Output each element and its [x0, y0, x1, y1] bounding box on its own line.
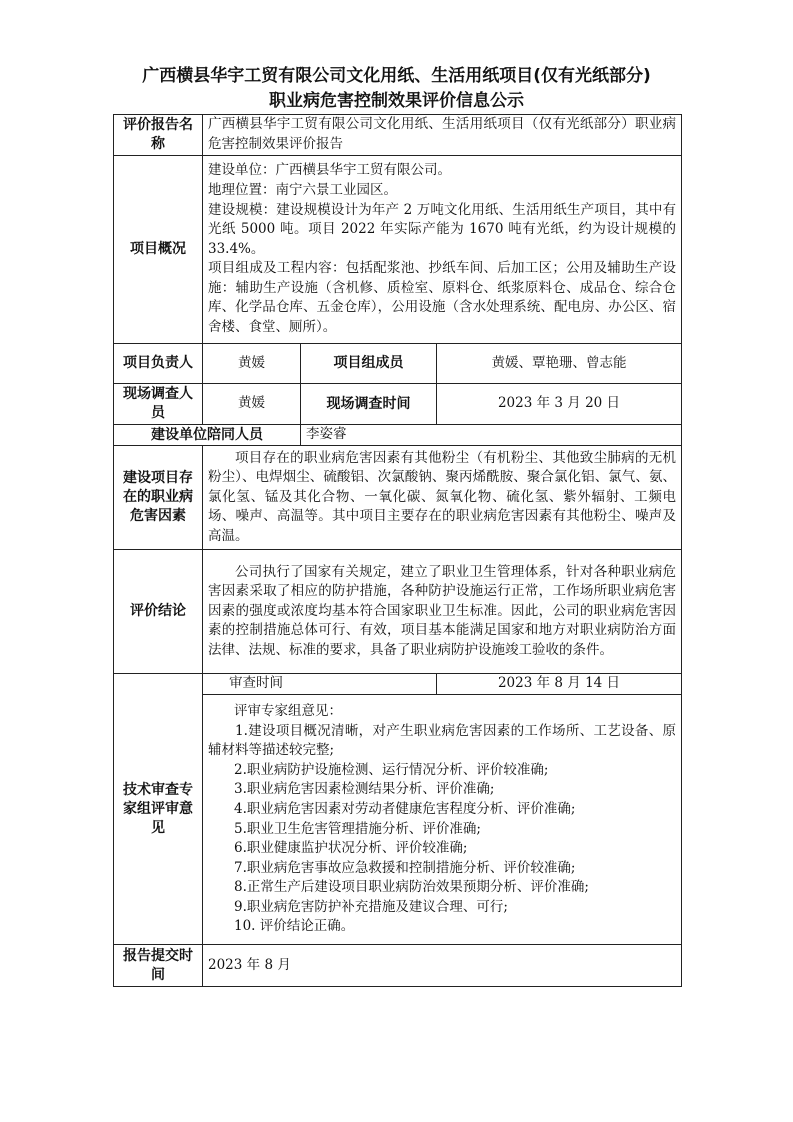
- submit-label: 报告提交时间: [114, 945, 203, 987]
- title-line-2: 职业病危害控制效果评价信息公示: [269, 91, 524, 111]
- conclusion-label: 评价结论: [114, 550, 203, 674]
- survey-value: 黄媛: [203, 384, 301, 425]
- row-overview: [114, 156, 682, 344]
- overview-label: 项目概况: [114, 156, 203, 344]
- row-review-time: [114, 674, 682, 695]
- row-submit: [114, 945, 682, 987]
- leader-value: 黄媛: [203, 344, 301, 384]
- review-opinion-head: 评审专家组意见：: [234, 702, 342, 719]
- review-time-value: 2023 年 8 月 14 日: [437, 674, 682, 695]
- overview-location: 地理位置：南宁六景工业园区。: [208, 181, 397, 198]
- overview-value: [203, 156, 682, 344]
- review-item: 7.职业病危害事故应急救援和控制措施分析、评价较准确;: [234, 859, 576, 876]
- review-item: 5.职业卫生危害管理措施分析、评价准确;: [234, 820, 481, 837]
- leader-label: 项目负责人: [114, 344, 203, 384]
- row-survey: [114, 384, 682, 425]
- review-label: 技术审查专家组评审意见: [114, 674, 203, 945]
- overview-scale: 建设规模：建设规模设计为年产 2 万吨文化用纸、生活用纸生产项目，其中有光纸 5000 吨。项目 2022 年实际产能为 1670 吨有光纸，约为设计规模的 33.4%。: [208, 201, 677, 257]
- row-escort: [114, 425, 682, 446]
- row-leader: [114, 344, 682, 384]
- title-line-1: 广西横县华宇工贸有限公司文化用纸、生活用纸项目(仅有光纸部分): [142, 66, 651, 86]
- row-report-name: [114, 115, 682, 156]
- review-item: 9.职业病危害防护补充措施及建议合理、可行;: [234, 898, 508, 915]
- review-item: 2.职业病防护设施检测、运行情况分析、评价较准确;: [234, 761, 549, 778]
- row-hazards: [114, 446, 682, 550]
- survey-time-label: 现场调查时间: [301, 384, 437, 425]
- review-opinion: [203, 695, 682, 945]
- page-title: [100, 64, 693, 114]
- review-item: 1.建设项目概况清晰，对产生职业病危害因素的工作场所、工艺设备、原辅材料等描述较完整;: [208, 722, 677, 759]
- info-table: [113, 114, 682, 987]
- review-item: 4.职业病危害因素对劳动者健康危害程度分析、评价准确;: [234, 800, 576, 817]
- members-label: 项目组成员: [301, 344, 437, 384]
- review-item: 8.正常生产后建设项目职业病防治效果预期分析、评价准确;: [234, 879, 589, 896]
- submit-value: 2023 年 8 月: [203, 945, 682, 987]
- overview-unit: 建设单位：广西横县华宇工贸有限公司。: [208, 162, 451, 179]
- review-time-label: 审查时间: [203, 674, 437, 695]
- conclusion-value: 公司执行了国家有关规定，建立了职业卫生管理体系，针对各种职业病危害因素采取了相应的防护措施，各种防护设施运行正常，工作场所职业病危害因素的强度或浓度均基本符合国家职业卫生标准。因此，公司的职业病危害因素的控制措施总体可行、有效，项目基本能满足国家和地方对职业病防治方面法律、法规、标准的要求，具备了职业病防护设施竣工验收的条件。: [203, 550, 682, 674]
- hazards-label: 建设项目存在的职业病危害因素: [114, 446, 203, 550]
- report-name-label: 评价报告名称: [114, 115, 203, 156]
- survey-time-value: 2023 年 3 月 20 日: [437, 384, 682, 425]
- report-name-value: 广西横县华宇工贸有限公司文化用纸、生活用纸项目（仅有光纸部分）职业病危害控制效果评价报告: [203, 115, 682, 156]
- escort-value: 李姿睿: [301, 425, 682, 446]
- escort-label: 建设单位陪同人员: [114, 425, 301, 446]
- overview-composition: 项目组成及工程内容：包括配浆池、抄纸车间、后加工区；公用及辅助生产设施：辅助生产设施（含机修、质检室、原料仓、纸浆原料仓、成品仓、综合仓库、化学品仓库、五金仓库），公用设施（含水处理系统、配电房、办公区、宿舍楼、食堂、厕所）。: [208, 260, 677, 336]
- row-conclusion: [114, 550, 682, 674]
- members-value: 黄媛、覃艳珊、曾志能: [437, 344, 682, 384]
- review-item: 10. 评价结论正确。: [234, 918, 355, 935]
- survey-label: 现场调查人员: [114, 384, 203, 425]
- review-item: 3.职业病危害因素检测结果分析、评价准确;: [234, 781, 495, 798]
- review-item: 6.职业健康监护状况分析、评价较准确;: [234, 840, 468, 857]
- hazards-value: 项目存在的职业病危害因素有其他粉尘（有机粉尘、其他致尘肺病的无机粉尘）、电焊烟尘、硫酸铝、次氯酸钠、聚丙烯酰胺、聚合氯化铝、氯气、氨、氯化氢、锰及其化合物、一氧化碳、氮氧化物、硫化氢、紫外辐射、工频电场、噪声、高温等。其中项目主要存在的职业病危害因素有其他粉尘、噪声及高温。: [203, 446, 682, 550]
